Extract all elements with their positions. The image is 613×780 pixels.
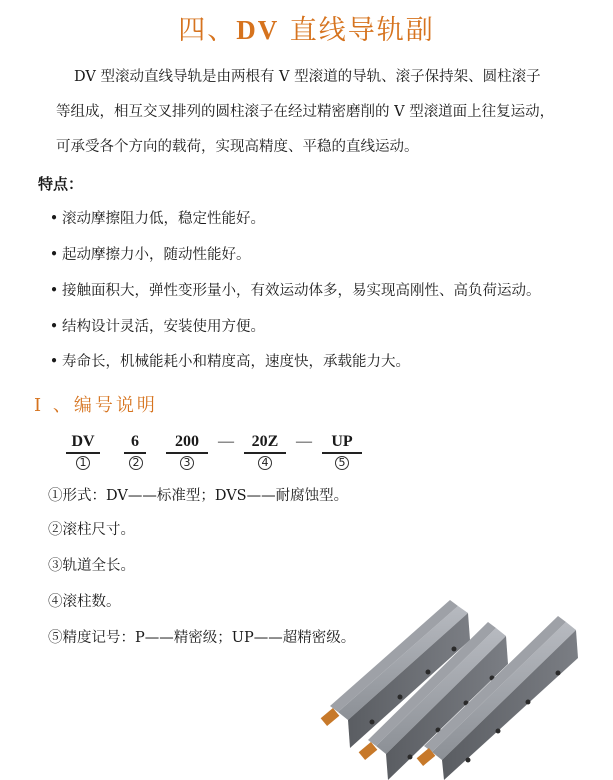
code-part-type: DV [66, 432, 100, 454]
feature-text: 滚动摩擦阻力低，稳定性能好。 [62, 211, 265, 227]
marker-2: 2 [129, 456, 143, 470]
title-prefix: 四、 [178, 15, 237, 46]
title-model: DV [236, 15, 280, 45]
intro-line-2: 等组成，相互交叉排列的圆柱滚子在经过精密磨削的 V 型滚道面上往复运动， [56, 104, 555, 120]
marker-4: 4 [258, 456, 272, 470]
code-part-size: 6 [124, 432, 146, 454]
code-dash: — [218, 433, 234, 450]
code-part-length: 200 [166, 432, 208, 454]
bullet-icon: • [49, 283, 59, 299]
code-part-precision: UP [322, 432, 362, 454]
code-part-rollers: 20Z [244, 432, 286, 454]
title-suffix: 直线导轨副 [279, 15, 435, 46]
intro-line-3: 可承受各个方向的载荷，实现高精度、平稳的直线运动。 [56, 139, 419, 155]
marker-3: 3 [180, 456, 194, 470]
section-heading: I 、编号说明 [34, 395, 158, 416]
bullet-icon: • [49, 211, 59, 227]
feature-text: 接触面积大，弹性变形量小，有效运动体多，易实现高刚性、高负荷运动。 [62, 283, 541, 299]
bullet-icon: • [49, 247, 59, 263]
marker-5: 5 [335, 456, 349, 470]
feature-text: 起动摩擦力小，随动性能好。 [62, 247, 251, 263]
bullet-icon: • [49, 319, 59, 335]
explanation-item: ②滚柱尺寸。 [48, 522, 135, 538]
bullet-icon: • [49, 354, 59, 370]
feature-text: 寿命长，机械能耗小和精度高，速度快，承载能力大。 [62, 354, 410, 370]
code-dash: — [296, 433, 312, 450]
features-heading: 特点： [38, 175, 84, 193]
explanation-item: ③轨道全长。 [48, 558, 135, 574]
intro-line-1: DV 型滚动直线导轨是由两根有 V 型滚道的导轨、滚子保持架、圆柱滚子 [74, 69, 541, 85]
feature-text: 结构设计灵活，安装使用方便。 [62, 319, 265, 335]
explanation-item: ⑤精度记号：P——精密级；UP——超精密级。 [48, 630, 356, 646]
explanation-item: ①形式：DV——标准型；DVS——耐腐蚀型。 [48, 488, 349, 504]
explanation-item: ④滚柱数。 [48, 594, 121, 610]
marker-1: 1 [76, 456, 90, 470]
